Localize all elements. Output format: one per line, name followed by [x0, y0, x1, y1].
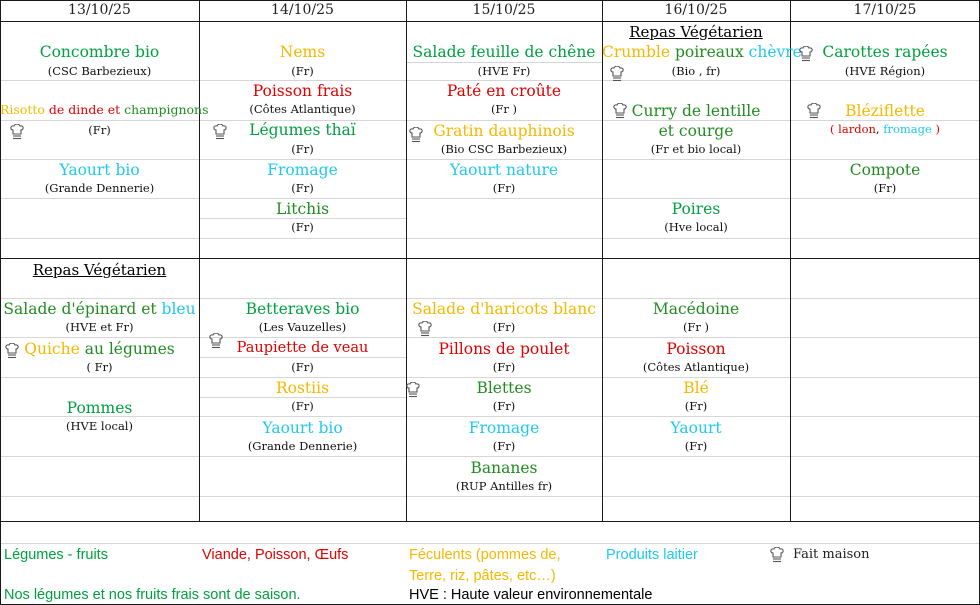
w1-thu-main-line-2: et courge [658, 122, 734, 140]
w1-tue-starter: Nems [279, 43, 326, 61]
w2-wed-starter-origin: (Fr) [492, 320, 516, 334]
w2-wed-side-origin: (Fr) [492, 399, 516, 413]
w2-thu-side-origin: (Fr) [684, 399, 708, 413]
w2-mon-main [0, 340, 199, 359]
w1-fri-paren-close: ) [931, 122, 940, 136]
w1-thu-main-origin: (Fr et bio local) [650, 142, 742, 156]
legend-vegetables-fruits: Légumes - fruits [4, 547, 108, 563]
w2-mon-dessert-origin: (HVE local) [66, 419, 133, 433]
w1-tue-starter-origin: (Fr) [291, 64, 314, 78]
day-header-4: 16/10/25 [664, 2, 728, 18]
w2-wed-cheese: Fromage [468, 419, 540, 437]
grid-line [0, 496, 980, 497]
hve-note: HVE : Haute valeur environnementale [409, 587, 653, 603]
w2-thu-dessert: Yaourt [670, 419, 722, 437]
w1-thu-starter-origin: (Bio , fr) [671, 64, 721, 78]
chef-hat-icon [770, 547, 784, 563]
w2-tue-main: Paupiette de veau [236, 340, 369, 356]
w1-mon-dessert-origin: (Grande Dennerie) [44, 181, 155, 195]
legend-starch-line-1: Féculents (pommes de, [409, 547, 561, 563]
grid-line [0, 198, 980, 199]
w1-fri-lardon: lardon [838, 122, 876, 136]
w2-thu-starter-origin: (Fr ) [682, 320, 710, 334]
table-border [0, 0, 980, 1]
w2-wed-dessert-origin: (RUP Antilles fr) [455, 479, 553, 493]
grid-line [0, 543, 980, 544]
w2-mon-starter-part-1: Salade d'épinard et [3, 300, 157, 318]
w1-mon-starter-origin: (CSC Barbezieux) [47, 64, 152, 78]
w2-tue-side-origin: (Fr) [291, 399, 314, 413]
w1-wed-starter-origin: (HVE Fr) [477, 64, 531, 78]
day-header-2: 14/10/25 [271, 2, 334, 18]
w1-thu-vegetarian-title: Repas Végétarien [629, 23, 763, 41]
w1-fri-fromage: fromage [883, 122, 932, 136]
legend-meat-fish-eggs: Viande, Poisson, Œufs [202, 547, 349, 563]
w2-mon-main-origin: ( Fr) [86, 360, 113, 374]
w1-wed-dessert: Yaourt nature [449, 161, 559, 179]
w2-thu-dessert-origin: (Fr) [684, 439, 708, 453]
w1-thu-starter-part-1: Crumble [602, 43, 671, 61]
table-border [0, 521, 980, 522]
w2-thu-main: Poisson [666, 340, 726, 358]
w1-thu-starter-part-3: chèvre [748, 43, 802, 61]
w2-tue-starter: Betteraves bio [245, 300, 360, 318]
w1-tue-dessert: Litchis [275, 200, 330, 218]
w2-tue-dessert-origin: (Grande Dennerie) [247, 439, 358, 453]
w1-mon-main-part-1: Risotto [0, 102, 45, 117]
w1-fri-starter: Carottes rapées [822, 43, 948, 61]
w1-mon-main [0, 102, 209, 118]
grid-line [0, 159, 980, 160]
w1-thu-starter [602, 43, 802, 62]
w1-fri-starter-origin: (HVE Région) [844, 64, 926, 78]
w1-wed-side: Gratin dauphinois [433, 122, 575, 140]
grid-line [0, 298, 980, 299]
w2-tue-starter-origin: (Les Vauzelles) [258, 320, 347, 334]
table-border [0, 21, 980, 22]
w1-thu-starter-part-2: poireaux [674, 43, 744, 61]
w1-mon-main-part-3: champignons [124, 102, 209, 117]
w2-mon-vegetarian-title: Repas Végétarien [32, 261, 167, 279]
grid-line [0, 238, 980, 239]
w2-wed-cheese-origin: (Fr) [492, 439, 516, 453]
legend-starch-line-2: Terre, riz, pâtes, etc…) [409, 568, 556, 584]
w2-tue-main-origin: (Fr) [291, 360, 314, 374]
w1-tue-side: Légumes thaï [249, 121, 356, 139]
w1-thu-main-line-1: Curry de lentille [631, 102, 761, 120]
w1-wed-dessert-origin: (Fr) [492, 181, 516, 195]
w2-wed-main: Pillons de poulet [438, 340, 570, 358]
w2-thu-main-origin: (Côtes Atlantique) [642, 360, 750, 374]
w2-wed-side: Blettes [476, 379, 532, 397]
w1-fri-main: Bléziflette [845, 102, 925, 120]
w2-tue-side: Rostiis [275, 379, 330, 397]
w1-fri-dessert-origin: (Fr) [873, 181, 897, 195]
w1-thu-dessert-origin: (Hve local) [664, 220, 728, 234]
w1-mon-dessert: Yaourt bio [59, 161, 140, 179]
w2-mon-main-part-2: au légumes [84, 340, 175, 358]
w2-mon-starter-part-2: bleu [161, 300, 196, 318]
grid-line [0, 80, 980, 81]
w1-wed-starter: Salade feuille de chêne [412, 43, 596, 61]
w2-tue-dessert: Yaourt bio [262, 419, 343, 437]
table-border [0, 258, 980, 259]
w1-wed-main: Paté en croûte [446, 82, 562, 100]
grid-line [0, 456, 980, 457]
legend-dairy: Produits laitier [606, 547, 698, 563]
grid-line [0, 337, 980, 338]
w2-mon-dessert: Pommes [66, 399, 133, 417]
day-header-3: 15/10/25 [472, 2, 536, 18]
w1-tue-dessert-origin: (Fr) [291, 220, 314, 234]
w1-fri-dessert: Compote [849, 161, 921, 179]
w1-tue-main-origin: (Côtes Atlantique) [249, 102, 356, 116]
w2-thu-side: Blé [683, 379, 709, 397]
w2-mon-starter [0, 300, 199, 319]
season-note: Nos légumes et nos fruits frais sont de saison. [4, 587, 301, 603]
w1-wed-main-origin: (Fr ) [490, 102, 518, 116]
w1-tue-cheese-origin: (Fr) [291, 181, 314, 195]
grid-line [0, 377, 980, 378]
w1-mon-main-part-2: de dinde et [48, 102, 121, 117]
day-header-1: 13/10/25 [68, 2, 131, 18]
w1-fri-comma: , [875, 122, 884, 136]
w2-wed-main-origin: (Fr) [492, 360, 516, 374]
w2-wed-dessert: Bananes [470, 459, 538, 477]
w2-thu-starter: Macédoine [652, 300, 740, 318]
w1-tue-cheese: Fromage [267, 161, 338, 179]
w2-wed-starter: Salade d'haricots blanc [412, 300, 596, 318]
day-header-5: 17/10/25 [853, 2, 917, 18]
w1-mon-main-origin: (Fr) [88, 123, 111, 137]
w1-fri-paren-open: ( [830, 122, 839, 136]
w1-thu-dessert: Poires [671, 200, 721, 218]
w1-mon-starter: Concombre bio [39, 43, 160, 61]
w2-mon-starter-origin: (HVE et Fr) [65, 320, 134, 334]
w1-wed-side-origin: (Bio CSC Barbezieux) [440, 142, 568, 156]
w1-tue-side-origin: (Fr) [291, 142, 314, 156]
w1-tue-main: Poisson frais [252, 82, 353, 100]
w2-mon-main-part-1: Quiche [24, 340, 80, 358]
legend-homemade: Fait maison [793, 547, 870, 562]
w1-fri-main-detail [790, 121, 980, 137]
